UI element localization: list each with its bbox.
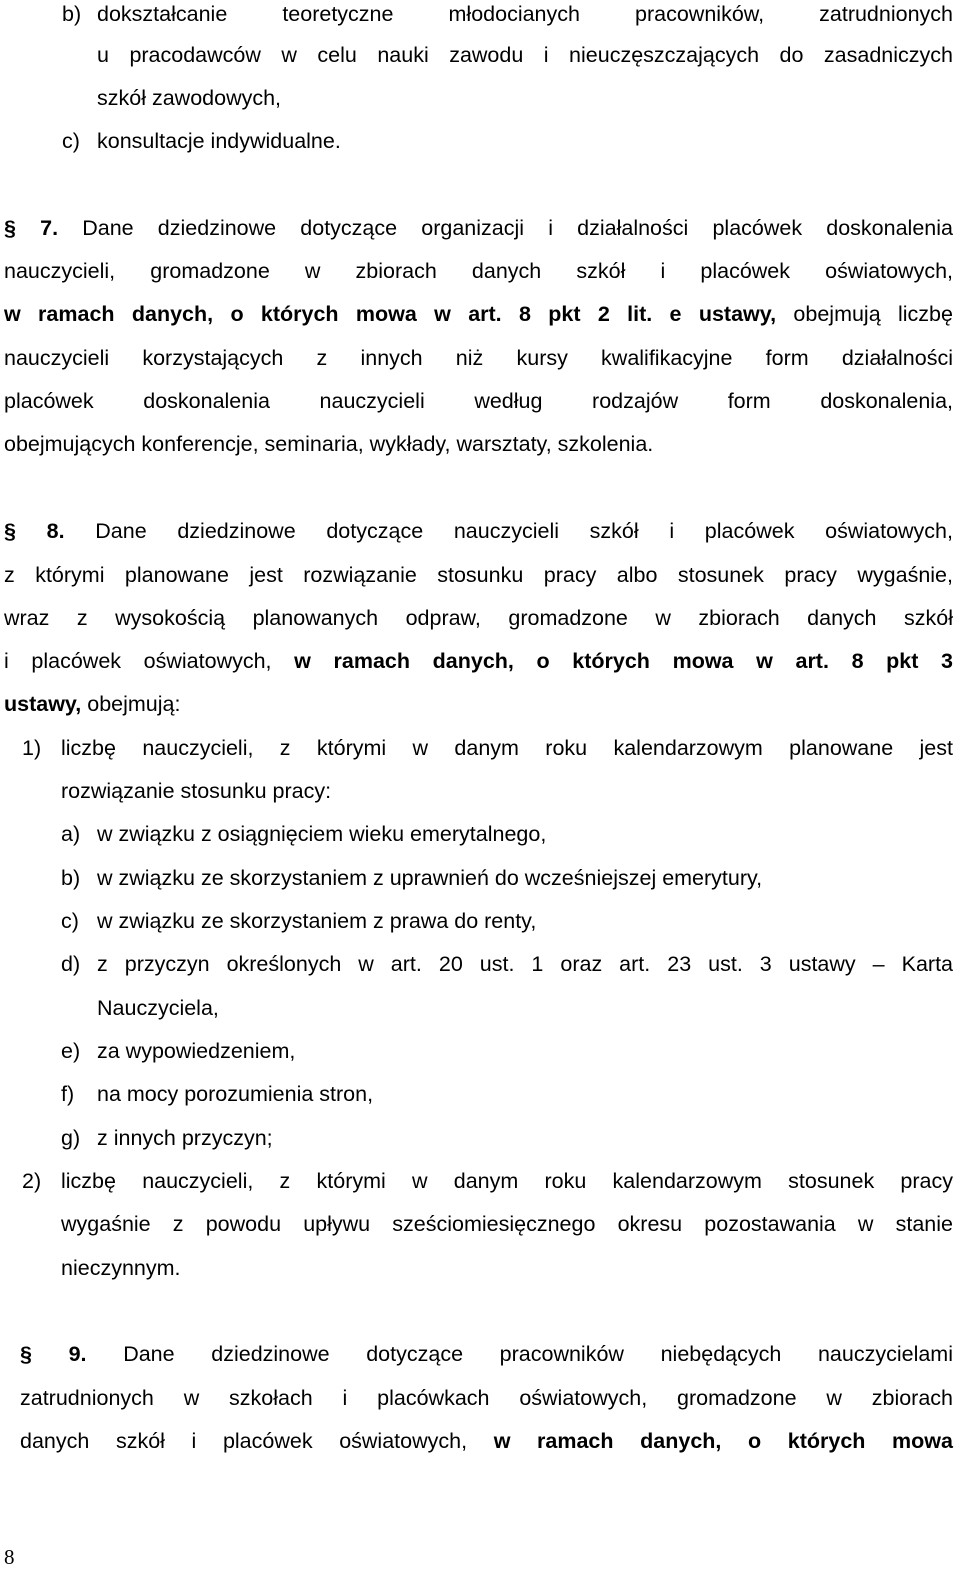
list-item-text: Nauczyciela, <box>97 996 219 1020</box>
list-item-text: w związku ze skorzystaniem z prawa do renty, <box>97 909 537 933</box>
paragraph-line: obejmujących konferencje, seminaria, wykłady, warsztaty, szkolenia. <box>4 432 654 456</box>
list-item-text: z innych przyczyn; <box>97 1126 273 1150</box>
paragraph-line: nauczycieli, gromadzone w zbiorach danych szkół i placówek oświatowych, <box>4 259 953 283</box>
list-label: b) <box>62 2 82 26</box>
list-item-text: w związku ze skorzystaniem z uprawnień do wcześniejszej emerytury, <box>97 866 763 890</box>
list-item-text: z przyczyn określonych w art. 20 ust. 1 oraz art. 23 ust. 3 ustawy – Karta <box>97 952 953 976</box>
paragraph-line: i placówek oświatowych, w ramach danych, o których mowa w art. 8 pkt 3 <box>4 649 953 673</box>
list-item-text: dokształcanie teoretyczne młodocianych pracowników, zatrudnionych <box>97 2 953 26</box>
paragraph-line: zatrudnionych w szkołach i placówkach oświatowych, gromadzone w zbiorach <box>20 1386 953 1410</box>
section-marker: § 9. <box>20 1342 87 1366</box>
paragraph-line: ustawy, obejmują: <box>4 692 181 716</box>
paragraph-line: nauczycieli korzystających z innych niż kursy kwalifikacyjne form działalności <box>4 346 953 370</box>
list-label: 2) <box>22 1169 42 1193</box>
list-label: b) <box>61 866 81 890</box>
paragraph-line: § 8. Dane dziedzinowe dotyczące nauczycieli szkół i placówek oświatowych, <box>4 519 953 543</box>
list-label: e) <box>61 1039 81 1063</box>
list-item-text: wygaśnie z powodu upływu sześciomiesięcznego okresu pozostawania w stanie <box>61 1212 953 1236</box>
list-label: c) <box>62 129 80 153</box>
list-label: d) <box>61 952 81 976</box>
paragraph-line: danych szkół i placówek oświatowych, w ramach danych, o których mowa <box>20 1429 953 1453</box>
paragraph-line: z którymi planowane jest rozwiązanie stosunku pracy albo stosunek pracy wygaśnie, <box>4 563 953 587</box>
section-marker: § 8. <box>4 519 65 543</box>
paragraph-line: § 9. Dane dziedzinowe dotyczące pracowników niebędących nauczycielami <box>20 1342 953 1366</box>
paragraph-line: wraz z wysokością planowanych odpraw, gromadzone w zbiorach danych szkół <box>4 606 953 630</box>
list-item-text: konsultacje indywidualne. <box>97 129 341 153</box>
list-label: a) <box>61 822 81 846</box>
paragraph-line: placówek doskonalenia nauczycieli według rodzajów form doskonalenia, <box>4 389 953 413</box>
paragraph-line: § 7. Dane dziedzinowe dotyczące organizacji i działalności placówek doskonalenia <box>4 216 953 240</box>
list-label: 1) <box>22 736 42 760</box>
list-label: c) <box>61 909 79 933</box>
list-label: g) <box>61 1126 81 1150</box>
section-marker: § 7. <box>4 216 59 240</box>
list-item-text: na mocy porozumienia stron, <box>97 1082 374 1106</box>
list-item-text: rozwiązanie stosunku pracy: <box>61 779 332 803</box>
page-number: 8 <box>4 1545 15 1569</box>
list-item-text: nieczynnym. <box>61 1256 181 1280</box>
list-item-text: liczbę nauczycieli, z którymi w danym roku kalendarzowym planowane jest <box>61 736 953 760</box>
paragraph-line: w ramach danych, o których mowa w art. 8 pkt 2 lit. e ustawy, obejmują liczbę <box>4 302 953 326</box>
list-item-text: w związku z osiągnięciem wieku emerytalnego, <box>97 822 547 846</box>
list-item-text: za wypowiedzeniem, <box>97 1039 296 1063</box>
list-item-text: liczbę nauczycieli, z którymi w danym roku kalendarzowym stosunek pracy <box>61 1169 953 1193</box>
list-item-text: szkół zawodowych, <box>97 86 282 110</box>
list-label: f) <box>61 1082 75 1106</box>
list-item-text: u pracodawców w celu nauki zawodu i nieuczęszczających do zasadniczych <box>97 43 953 67</box>
